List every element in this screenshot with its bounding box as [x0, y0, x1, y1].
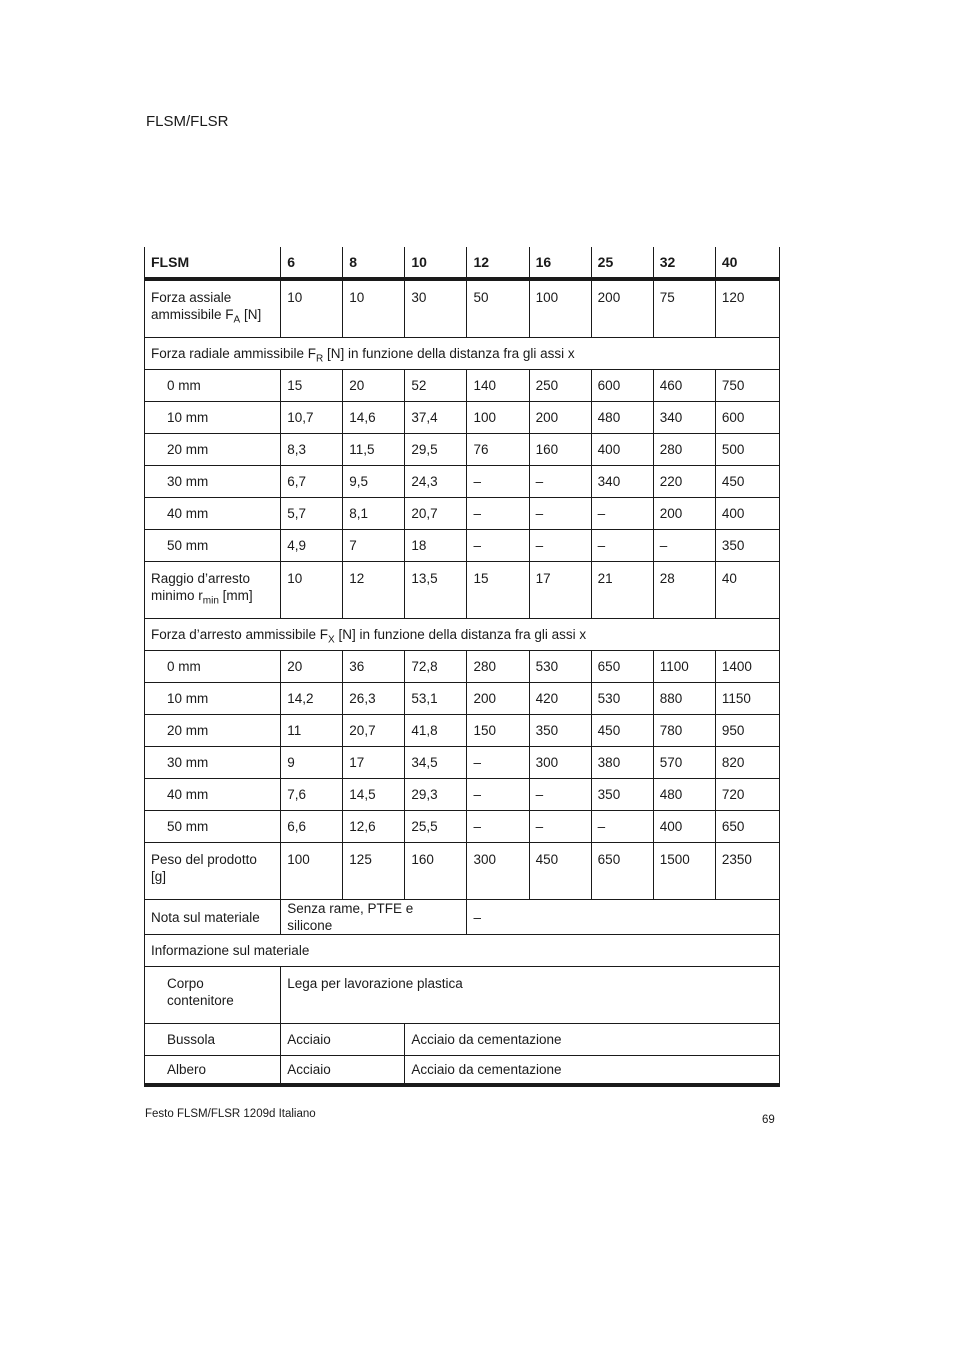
row-label: Forza assiale ammissibile $F_A$ [N]: [145, 279, 281, 338]
forza-arresto-rows: [145, 651, 780, 843]
section-row-informazione: [145, 935, 780, 967]
table-row: [145, 747, 780, 779]
header-cell: 40: [715, 247, 779, 279]
table-cell: 300: [467, 843, 529, 900]
table-cell: Acciaio: [281, 1056, 405, 1086]
table-cell: 20,7: [343, 715, 405, 747]
table-cell: 350: [591, 779, 653, 811]
table-cell: 52: [405, 370, 467, 402]
header-cell: 10: [405, 247, 467, 279]
row-label: 10 mm: [145, 402, 281, 434]
table-cell: 140: [467, 370, 529, 402]
table-row: [145, 370, 780, 402]
table-cell: –: [591, 530, 653, 562]
table-cell: –: [591, 811, 653, 843]
row-label: 20 mm: [145, 715, 281, 747]
table-cell: 650: [591, 651, 653, 683]
header-cell: 12: [467, 247, 529, 279]
table-cell: 400: [591, 434, 653, 466]
table-row: [145, 715, 780, 747]
table-cell: Acciaio da cementazione: [405, 1024, 780, 1056]
table-cell: 11: [281, 715, 343, 747]
row-label: 10 mm: [145, 683, 281, 715]
table-cell: 14,2: [281, 683, 343, 715]
table-cell: 1150: [715, 683, 779, 715]
table-cell: 530: [591, 683, 653, 715]
table-cell: 10: [281, 279, 343, 338]
table-cell: 14,5: [343, 779, 405, 811]
table-cell: 200: [529, 402, 591, 434]
table-cell: 480: [591, 402, 653, 434]
table-row: [145, 402, 780, 434]
table-cell: 350: [529, 715, 591, 747]
table-cell: Acciaio: [281, 1024, 405, 1056]
table-cell: 650: [591, 843, 653, 900]
table-cell: 25,5: [405, 811, 467, 843]
table-cell: 76: [467, 434, 529, 466]
row-label: 20 mm: [145, 434, 281, 466]
table-cell: Lega per lavorazione plastica: [281, 967, 780, 1024]
table-cell: 30: [405, 279, 467, 338]
row-label: Raggio d’arresto minimo $r_{min}$ [mm]: [145, 562, 281, 619]
table-cell: 15: [467, 562, 529, 619]
table-cell: 9,5: [343, 466, 405, 498]
table-row-corpo: [145, 967, 780, 1024]
table-cell: 750: [715, 370, 779, 402]
table-cell: 160: [405, 843, 467, 900]
header-cell: 32: [653, 247, 715, 279]
table-cell: 24,3: [405, 466, 467, 498]
table-cell: –: [467, 900, 780, 935]
table-cell: 13,5: [405, 562, 467, 619]
table-cell: 53,1: [405, 683, 467, 715]
header-cell: 25: [591, 247, 653, 279]
page-number: 69: [762, 1114, 775, 1126]
table-cell: 120: [715, 279, 779, 338]
row-label: 30 mm: [145, 747, 281, 779]
table-cell: 21: [591, 562, 653, 619]
table-cell: 36: [343, 651, 405, 683]
table-row-albero: [145, 1056, 780, 1086]
forza-radiale-rows: [145, 370, 780, 562]
table-cell: 480: [653, 779, 715, 811]
table-row: [145, 811, 780, 843]
table-cell: 15: [281, 370, 343, 402]
table-cell: 250: [529, 370, 591, 402]
table-cell: 340: [591, 466, 653, 498]
table-cell: 450: [715, 466, 779, 498]
table-cell: 10: [281, 562, 343, 619]
table-cell: 420: [529, 683, 591, 715]
table-cell: 570: [653, 747, 715, 779]
table-cell: 14,6: [343, 402, 405, 434]
row-label: 40 mm: [145, 779, 281, 811]
table-cell: 280: [467, 651, 529, 683]
footer-document-id: Festo FLSM/FLSR 1209d Italiano: [145, 1108, 316, 1120]
table-cell: 880: [653, 683, 715, 715]
table-cell: –: [467, 747, 529, 779]
row-label: Albero: [145, 1056, 281, 1086]
table-cell: 460: [653, 370, 715, 402]
table-cell: 1500: [653, 843, 715, 900]
table-cell: 350: [715, 530, 779, 562]
table-cell: 100: [281, 843, 343, 900]
table-cell: –: [529, 811, 591, 843]
table-cell: 1100: [653, 651, 715, 683]
table-cell: 450: [591, 715, 653, 747]
table-cell: 400: [653, 811, 715, 843]
table-cell: 950: [715, 715, 779, 747]
row-label: Nota sul materiale: [145, 900, 281, 935]
table-cell: 40: [715, 562, 779, 619]
table-cell: 400: [715, 498, 779, 530]
table-row: [145, 779, 780, 811]
table-cell: 600: [715, 402, 779, 434]
table-row-nota: [145, 900, 780, 935]
section-heading: Informazione sul materiale: [145, 935, 780, 967]
header-cell: 6: [281, 247, 343, 279]
table-row: [145, 651, 780, 683]
table-cell: 8,1: [343, 498, 405, 530]
table-cell: 600: [591, 370, 653, 402]
table-row: [145, 683, 780, 715]
table-cell: 820: [715, 747, 779, 779]
row-label: 50 mm: [145, 530, 281, 562]
table-cell: –: [529, 498, 591, 530]
table-cell: 12,6: [343, 811, 405, 843]
table-cell: 34,5: [405, 747, 467, 779]
table-cell: 200: [653, 498, 715, 530]
row-label: 40 mm: [145, 498, 281, 530]
table-cell: –: [529, 530, 591, 562]
table-cell: 380: [591, 747, 653, 779]
table-cell: Senza rame, PTFE e silicone: [281, 900, 467, 935]
table-cell: 530: [529, 651, 591, 683]
table-cell: 17: [343, 747, 405, 779]
table-cell: –: [529, 779, 591, 811]
row-label: Corpo contenitore: [145, 967, 281, 1024]
table-cell: 650: [715, 811, 779, 843]
table-cell: –: [529, 466, 591, 498]
table-cell: 125: [343, 843, 405, 900]
table-row-peso: [145, 843, 780, 900]
table-cell: 450: [529, 843, 591, 900]
table-header-row: [145, 247, 780, 279]
table-cell: 10: [343, 279, 405, 338]
table-cell: 37,4: [405, 402, 467, 434]
table-cell: 11,5: [343, 434, 405, 466]
section-heading: Forza d’arresto ammissibile $F_X$ [N] in funzione della distanza fra gli assi x: [145, 619, 780, 651]
table-cell: 12: [343, 562, 405, 619]
table-cell: 100: [529, 279, 591, 338]
table-cell: 780: [653, 715, 715, 747]
table-cell: 6,6: [281, 811, 343, 843]
table-cell: 4,9: [281, 530, 343, 562]
header-cell: FLSM: [145, 247, 281, 279]
section-heading: Forza radiale ammissibile $F_R$ [N] in funzione della distanza fra gli assi x: [145, 338, 780, 370]
header-cell: 16: [529, 247, 591, 279]
table-cell: 17: [529, 562, 591, 619]
table-cell: 150: [467, 715, 529, 747]
table-cell: 720: [715, 779, 779, 811]
spec-table: [144, 247, 780, 1087]
table-cell: 26,3: [343, 683, 405, 715]
page-header-title: FLSM/FLSR: [146, 113, 229, 130]
table-cell: 200: [591, 279, 653, 338]
table-cell: 5,7: [281, 498, 343, 530]
table-cell: –: [467, 811, 529, 843]
table-row-bussola: [145, 1024, 780, 1056]
table-cell: 41,8: [405, 715, 467, 747]
table-cell: 20: [343, 370, 405, 402]
table-cell: 29,5: [405, 434, 467, 466]
table-row: [145, 498, 780, 530]
table-cell: 200: [467, 683, 529, 715]
table-cell: 18: [405, 530, 467, 562]
table-cell: 29,3: [405, 779, 467, 811]
table-cell: 100: [467, 402, 529, 434]
table-cell: 220: [653, 466, 715, 498]
section-row-forza-radiale: [145, 338, 780, 370]
table-cell: 1400: [715, 651, 779, 683]
table-cell: 50: [467, 279, 529, 338]
table-cell: 75: [653, 279, 715, 338]
table-row: [145, 434, 780, 466]
table-cell: 160: [529, 434, 591, 466]
table-cell: –: [467, 530, 529, 562]
table-cell: 20: [281, 651, 343, 683]
table-cell: 280: [653, 434, 715, 466]
table-cell: –: [467, 498, 529, 530]
table-cell: 7,6: [281, 779, 343, 811]
table-cell: 340: [653, 402, 715, 434]
table-cell: Acciaio da cementazione: [405, 1056, 780, 1086]
row-label: Peso del prodotto [g]: [145, 843, 281, 900]
table-cell: 10,7: [281, 402, 343, 434]
row-label: Bussola: [145, 1024, 281, 1056]
table-cell: 300: [529, 747, 591, 779]
table-cell: 500: [715, 434, 779, 466]
table-cell: 6,7: [281, 466, 343, 498]
table-cell: 20,7: [405, 498, 467, 530]
row-label: 0 mm: [145, 370, 281, 402]
section-row-forza-arresto: [145, 619, 780, 651]
row-label: 50 mm: [145, 811, 281, 843]
table-cell: 8,3: [281, 434, 343, 466]
header-cell: 8: [343, 247, 405, 279]
table-row-forza-assiale: [145, 279, 780, 338]
table-cell: 7: [343, 530, 405, 562]
table-row: [145, 466, 780, 498]
table-cell: –: [467, 466, 529, 498]
table-cell: 28: [653, 562, 715, 619]
table-cell: –: [467, 779, 529, 811]
table-cell: –: [653, 530, 715, 562]
table-cell: 72,8: [405, 651, 467, 683]
table-cell: –: [591, 498, 653, 530]
table-row-raggio: [145, 562, 780, 619]
row-label: 30 mm: [145, 466, 281, 498]
row-label: 0 mm: [145, 651, 281, 683]
table-cell: 2350: [715, 843, 779, 900]
table-cell: 9: [281, 747, 343, 779]
table-row: [145, 530, 780, 562]
